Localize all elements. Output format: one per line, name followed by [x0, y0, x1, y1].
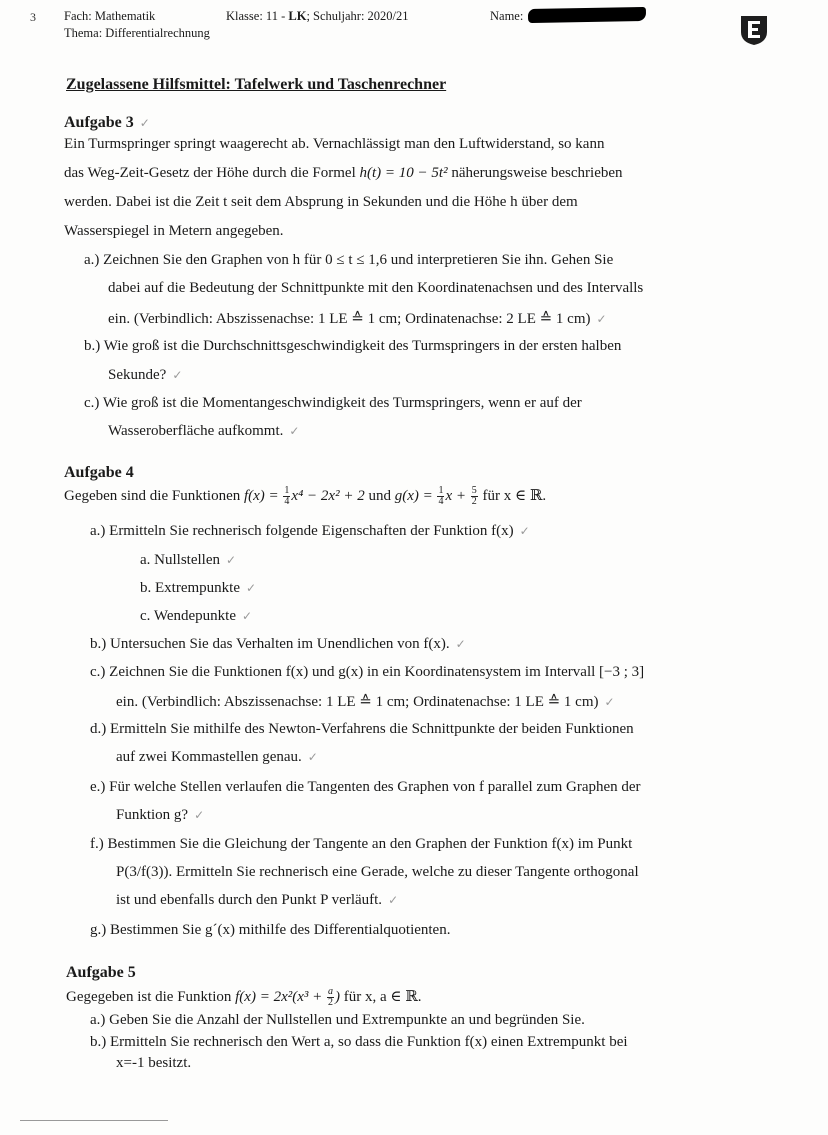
school-logo-icon — [738, 12, 770, 46]
height-formula: h(t) = 10 − 5t² — [359, 165, 452, 181]
page-number: 3 — [30, 10, 36, 24]
task-4a-item-1: a. Nullstellen ✓ — [140, 552, 237, 568]
task-3-intro-line-1: Ein Turmspringer springt waagerecht ab. Vernachlässigt man den Luftwiderstand, so kann — [64, 136, 605, 152]
check-mark-icon: ✓ — [388, 893, 399, 907]
fraction: $\frac{5}{2}$ — [471, 485, 477, 508]
check-mark-icon: ✓ — [245, 581, 257, 595]
task-3-heading: Aufgabe 3 ✓ — [64, 114, 150, 131]
allowed-aids-heading: Zugelassene Hilfsmittel: Tafelwerk und Taschenrechner — [66, 76, 447, 93]
task-4e-line-1: e.) Für welche Stellen verlaufen die Tangenten des Graphen von f parallel zum Graphen der — [90, 779, 641, 795]
check-mark-icon: ✓ — [289, 424, 300, 438]
check-mark-icon: ✓ — [241, 609, 253, 623]
class-label: Klasse: 11 - LK; Schuljahr: 2020/21 — [226, 9, 409, 23]
task-4c-line-2: ein. (Verbindlich: Abszissenachse: 1 LE ≙ 1 cm; Ordinatenachse: 1 LE ≙ 1 cm) ✓ — [116, 694, 615, 710]
task-4b: b.) Untersuchen Sie das Verhalten im Unendlichen von f(x). ✓ — [90, 636, 466, 652]
check-mark-icon: ✓ — [172, 368, 183, 382]
check-mark-icon: ✓ — [307, 750, 318, 764]
task-3a-line-1: a.) Zeichnen Sie den Graphen von h für 0 ≤ t ≤ 1,6 und interpretieren Sie ihn. Gehen Sie — [84, 252, 614, 268]
task-4a: a.) Ermitteln Sie rechnerisch folgende Eigenschaften der Funktion f(x) ✓ — [90, 523, 530, 539]
task-4c-line-1: c.) Zeichnen Sie die Funktionen f(x) und g(x) in ein Koordinatensystem im Intervall [−3 ; 3] — [90, 664, 645, 680]
task-5a: a.) Geben Sie die Anzahl der Nullstellen und Extrempunkte an und begründen Sie. — [90, 1012, 585, 1028]
redacted-name — [528, 7, 646, 23]
name-label: Name: — [490, 9, 524, 23]
task-3-intro-line-4: Wasserspiegel in Metern angegeben. — [64, 223, 284, 239]
check-mark-icon: ✓ — [139, 116, 150, 130]
topic-label: Thema: Differentialrechnung — [64, 26, 210, 40]
task-4d-line-2: auf zwei Kommastellen genau. ✓ — [116, 749, 318, 765]
task-4d-line-1: d.) Ermitteln Sie mithilfe des Newton-Verfahrens die Schnittpunkte der beiden Funktionen — [90, 721, 634, 737]
task-5b-line-1: b.) Ermitteln Sie rechnerisch den Wert a, so dass die Funktion f(x) einen Extrempunkt bei — [90, 1034, 628, 1050]
task-3-intro-line-2: das Weg-Zeit-Gesetz der Höhe durch die Formel h(t) = 10 − 5t² näherungsweise beschrieben — [64, 165, 623, 181]
fraction: $\frac{1}{4}$ — [284, 485, 290, 508]
task-3c-line-2: Wasseroberfläche aufkommt. ✓ — [108, 423, 300, 439]
task-5b-line-2: x=-1 besitzt. — [116, 1055, 192, 1071]
task-4a-item-2: b. Extrempunkte ✓ — [140, 580, 257, 596]
check-mark-icon: ✓ — [225, 553, 237, 567]
task-4g: g.) Bestimmen Sie g´(x) mithilfe des Differentialquotienten. — [90, 922, 451, 938]
task-3b-line-1: b.) Wie groß ist die Durchschnittsgeschwindigkeit des Turmspringers in der ersten halben — [84, 338, 622, 354]
task-5-intro: Gegegeben ist die Funktion f(x) = 2x²(x³ + $\frac{a}{2}$ ) für x, a ∈ ℝ. — [66, 986, 422, 1009]
page-divider — [20, 1120, 168, 1121]
check-mark-icon: ✓ — [596, 312, 607, 326]
check-mark-icon: ✓ — [455, 637, 466, 651]
task-4-intro: Gegeben sind die Funktionen f(x) = $\frac{1}{4}$ x⁴ − 2x² + 2 und g(x) = $\frac{1}{4}$ x + $\frac{5}{2}$ für x ∈ ℝ. — [64, 485, 547, 508]
task-3a-line-3: ein. (Verbindlich: Abszissenachse: 1 LE ≙ 1 cm; Ordinatenachse: 2 LE ≙ 1 cm) ✓ — [108, 311, 607, 327]
task-4f-line-1: f.) Bestimmen Sie die Gleichung der Tangente an den Graphen der Funktion f(x) im Punkt — [90, 836, 633, 852]
task-3-intro-line-3: werden. Dabei ist die Zeit t seit dem Absprung in Sekunden und die Höhe h über dem — [64, 194, 578, 210]
task-4f-line-2: P(3/f(3)). Ermitteln Sie rechnerisch eine Gerade, welche zu dieser Tangente orthogonal — [116, 864, 639, 880]
task-3a-line-2: dabei auf die Bedeutung der Schnittpunkte mit den Koordinatenachsen und des Intervalls — [108, 280, 644, 296]
subject-label: Fach: Mathematik — [64, 9, 156, 23]
check-mark-icon: ✓ — [519, 524, 530, 538]
check-mark-icon: ✓ — [194, 808, 205, 822]
task-3b-line-2: Sekunde? ✓ — [108, 367, 183, 383]
task-4f-line-3: ist und ebenfalls durch den Punkt P verläuft. ✓ — [116, 892, 399, 908]
task-3c-line-1: c.) Wie groß ist die Momentangeschwindigkeit des Turmspringers, wenn er auf der — [84, 395, 582, 411]
fraction: $\frac{1}{4}$ — [438, 485, 444, 508]
task-4a-item-3: c. Wendepunkte ✓ — [140, 608, 253, 624]
task-4-heading: Aufgabe 4 — [64, 464, 134, 481]
task-4e-line-2: Funktion g? ✓ — [116, 807, 205, 823]
task-5-heading: Aufgabe 5 — [66, 964, 136, 981]
fraction: $\frac{a}{2}$ — [328, 986, 334, 1009]
check-mark-icon: ✓ — [604, 695, 615, 709]
